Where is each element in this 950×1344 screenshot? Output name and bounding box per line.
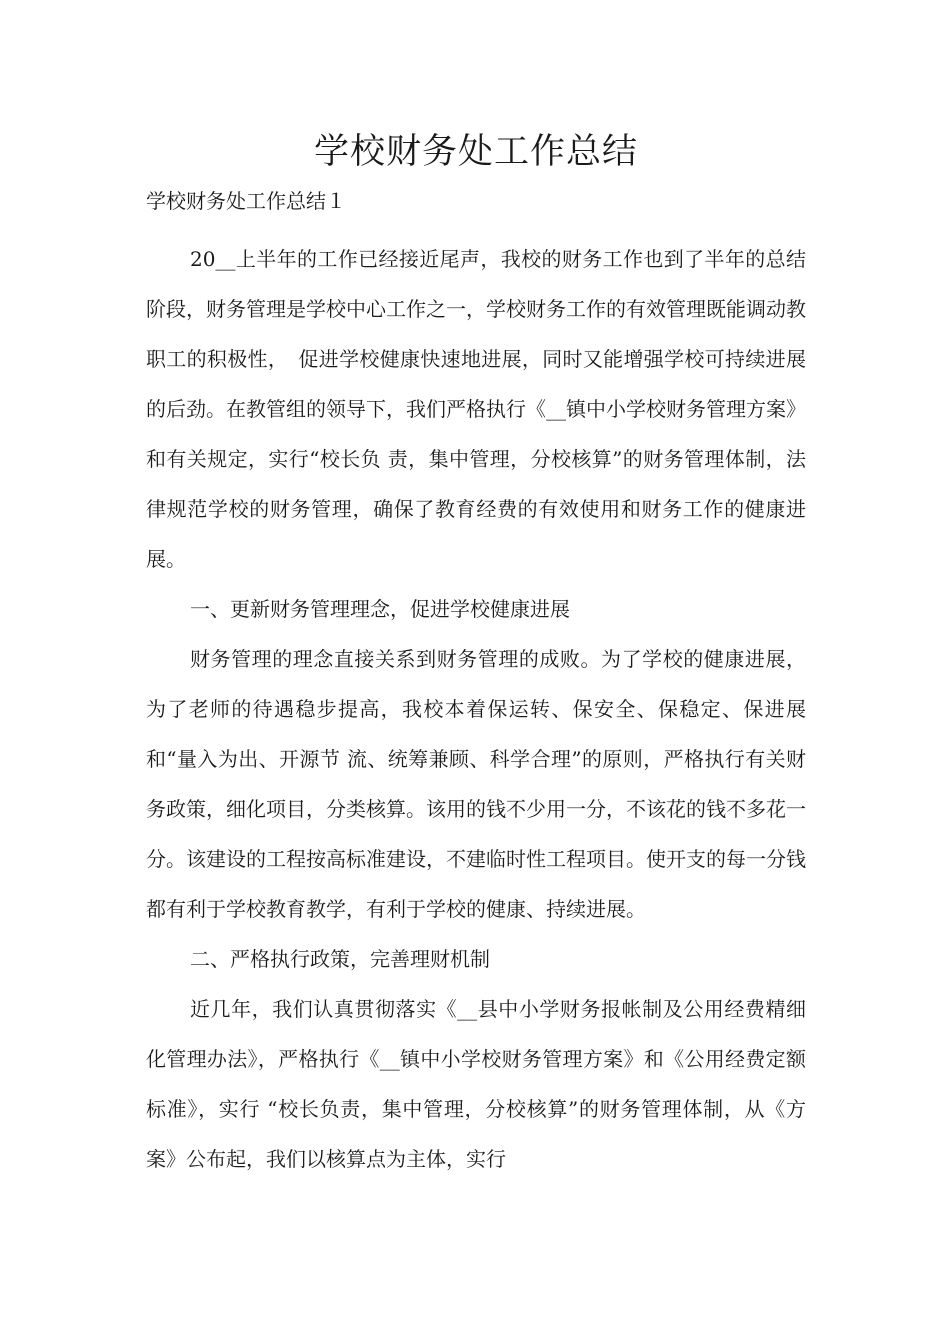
section-label: 学校财务处工作总结１ [146, 189, 346, 213]
paragraph-intro: 20__上半年的工作已经接近尾声，我校的财务工作也到了半年的总结阶段，财务管理是学校中心工作之一，学校财务工作的有效管理既能调动教职工的积极性， 促进学校健康快速地进展，同时又能增强学校可持续进展的后劲。在教管组的领导下，我们严格执行《__镇中小学校财务管理方案》和有关规定，实行“校长负 责，集中管理，分校核算”的财务管理体制，法律规范学校的财务管理，确保了教育经费的有效使用和财务工作的健康进展。 [146, 247, 806, 571]
document-title: 学校财务处工作总结 [313, 132, 638, 172]
document-body [146, 234, 806, 1184]
paragraph-section-1: 财务管理的理念直接关系到财务管理的成败。为了学校的健康进展，为了老师的待遇稳步提高，我校本着保运转、保安全、保稳定、保进展和“量入为出、开源节 流、统筹兼顾、科学合理”的原则，严格执行有关财务政策，细化项目，分类核算。该用的钱不少用一分，不该花的钱不多花一分。该建设的工程按高标准建设，不建临时性工程项目。使开支的每一分钱都有利于学校教育教学，有利于学校的健康、持续进展。 [146, 647, 806, 921]
heading-section-1: 一、更新财务管理理念，促进学校健康进展 [190, 597, 570, 621]
paragraph-section-2: 近几年，我们认真贯彻落实《__县中小学财务报帐制及公用经费精细化管理办法》，严格执行《__镇中小学校财务管理方案》和《公用经费定额标准》，实行 “校长负责，集中管理，分校核算”的财务管理体制，从《方案》公布起，我们以核算点为主体，实行 [146, 997, 806, 1171]
heading-section-2: 二、严格执行政策，完善理财机制 [190, 947, 490, 971]
